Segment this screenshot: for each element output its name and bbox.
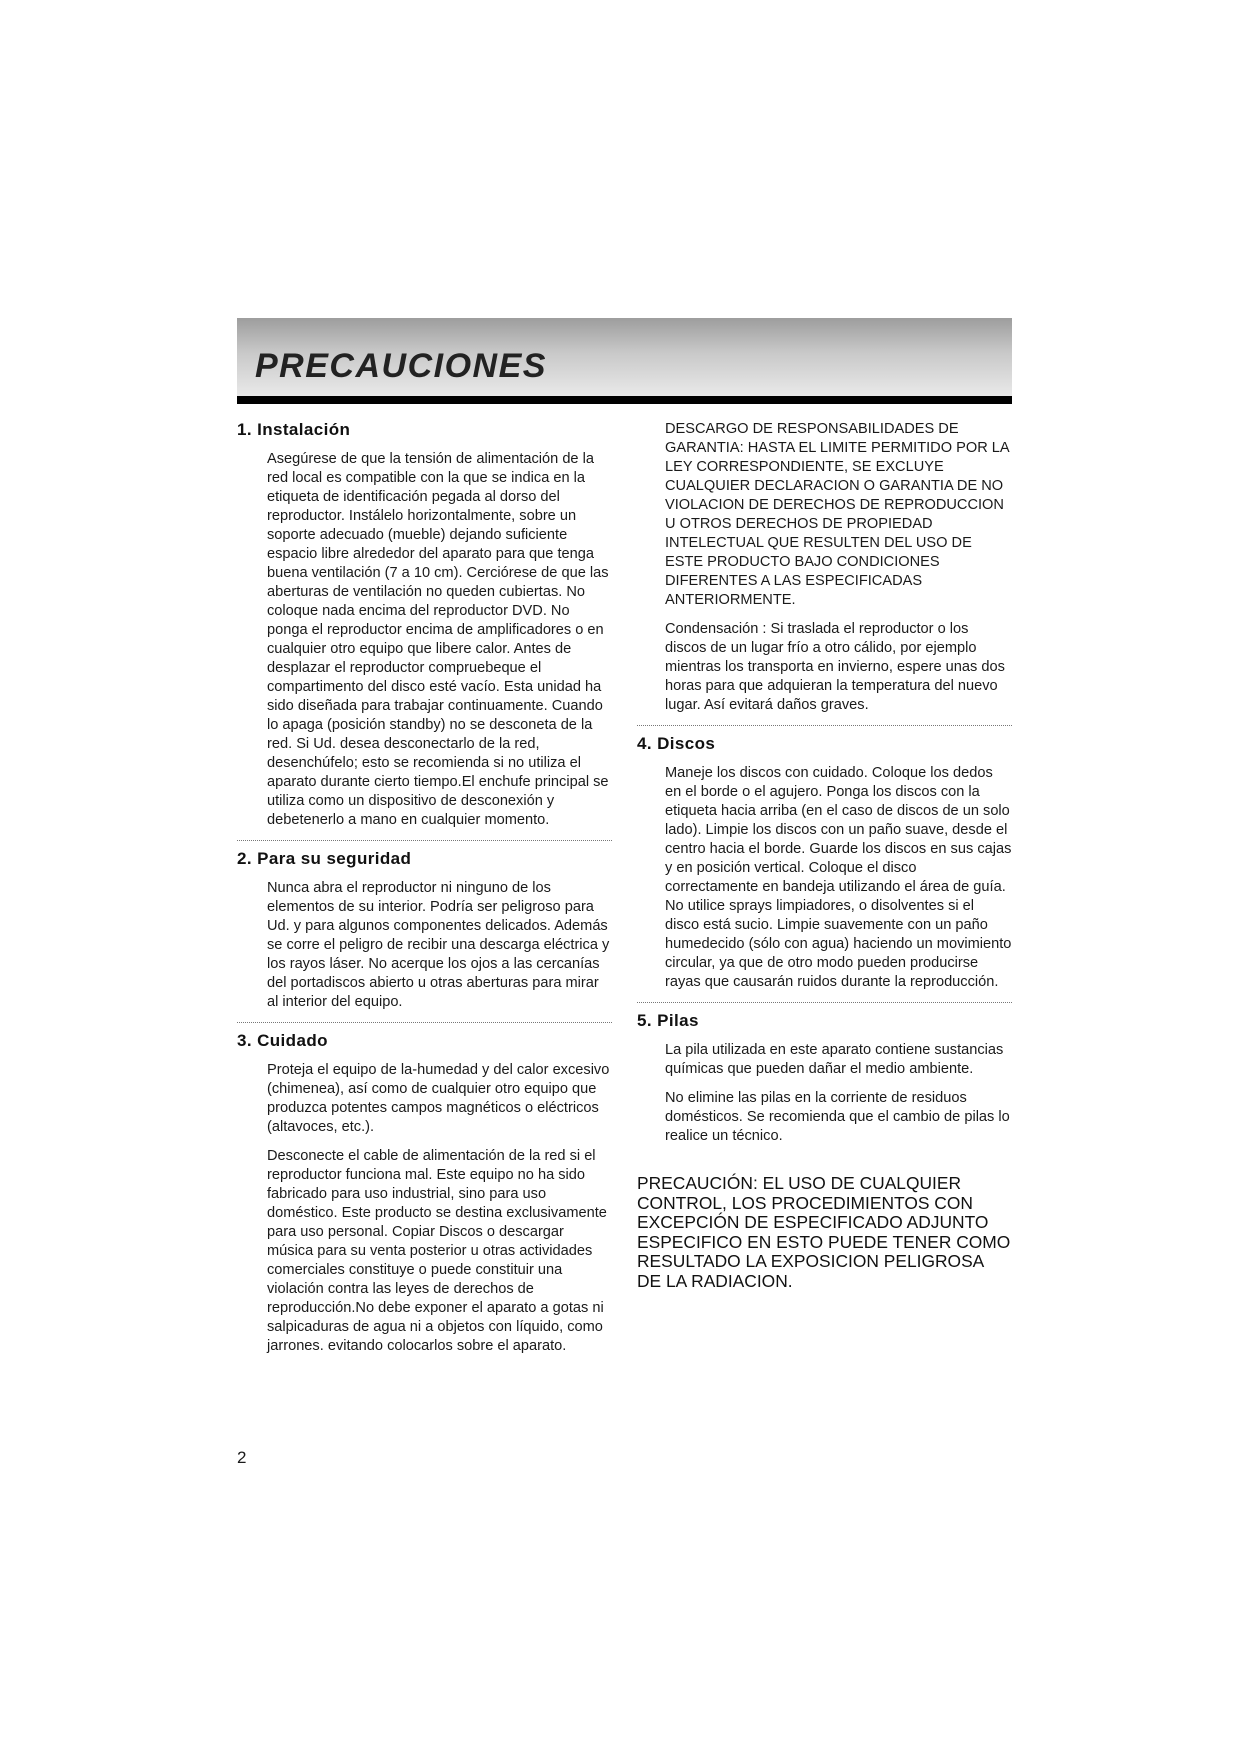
left-column (237, 420, 612, 1366)
section-descargo (637, 420, 1012, 715)
radiation-warning: PRECAUCIÓN: EL USO DE CUALQUIER CONTROL, LOS PROCEDIMIENTOS CON EXCEPCIÓN DE ESPECIFICADO ADJUNTO ESPECIFICO EN ESTO PUEDE TENER COMO RESULTADO LA EXPOSICION PELIGROSA DE LA RADIACION. (637, 1173, 1011, 1291)
condensacion-paragraph: Condensación : Si traslada el reproductor o los discos de un lugar frío a otro cálido, por ejemplo mientras los transporta en invierno, espere unas dos horas para que adquieran la temperatura del nuevo lugar. Así evitará daños graves. (665, 621, 1005, 713)
right-column (637, 420, 1012, 1291)
section-cuidado (237, 1031, 612, 1356)
divider (237, 840, 612, 841)
section-title-discos: 4. Discos (637, 734, 716, 753)
page-title: PRECAUCIONES (255, 347, 547, 385)
section-title-seguridad: 2. Para su seguridad (237, 849, 412, 868)
cuidado-paragraph-2: Desconecte el cable de alimentación de la red si el reproductor funciona mal. Este equipo no ha sido fabricado para uso industrial, sino para uso doméstico. Este producto se destina exclusivamente para uso personal. Copiar Discos o descargar música para su venta posterior u otras actividades comerciales constituye o puede constituir una violación contra las leyes de derechos de reproducción.No debe exponer el aparato a gotas ni salpicaduras de agua ni a objetos con líquido, como jarrones. evitando colocarlos sobre el aparato. (267, 1148, 607, 1354)
page-number: 2 (237, 1448, 247, 1467)
section-title-instalacion: 1. Instalación (237, 420, 351, 439)
section-discos (637, 734, 1012, 992)
section-seguridad (237, 849, 612, 1012)
cuidado-paragraph-1: Proteja el equipo de la-humedad y del calor excesivo (chimenea), así como de cualquier otro equipo que produzca potentes campos magnéticos o eléctricos (altavoces, etc.). (267, 1062, 610, 1135)
pilas-paragraph-2: No elimine las pilas en la corriente de residuos domésticos. Se recomienda que el cambio de pilas lo realice un técnico. (665, 1090, 1010, 1144)
pilas-paragraph-1: La pila utilizada en este aparato contiene sustancias químicas que pueden dañar el medio ambiente. (665, 1042, 1004, 1077)
divider (637, 1002, 1012, 1003)
discos-paragraph: Maneje los discos con cuidado. Coloque los dedos en el borde o el agujero. Ponga los discos con la etiqueta hacia arriba (en el caso de discos de un solo lado). Limpie los discos con un paño suave, desde el centro hacia el borde. Guarde los discos en sus cajas y en posición vertical. Coloque el disco correctamente en bandeja utilizando el área de guía. No utilice sprays limpiadores, o disolventes si el disco está sucio. Limpie suavemente con un paño humedecido (sólo con agua) haciendo un movimiento circular, ya que de otro modo pueden producirse rayas que causarán ruidos durante la reproducción. (665, 765, 1012, 990)
divider (637, 725, 1012, 726)
instalacion-paragraph: Asegúrese de que la tensión de alimentación de la red local es compatible con la que se indica en la etiqueta de identificación pegada al dorso del reproductor. Instálelo horizontalmente, sobre un soporte adecuado (mueble) dejando suficiente espacio libre alrededor del aparato para que tenga buena ventilación (7 a 10 cm). Cerciórese de que las aberturas de ventilación no queden cubiertas. No coloque nada encima del reproductor DVD. No ponga el reproductor encima de amplificadores o en cualquier otro equipo que libere calor. Antes de desplazar el reproductor compruebeque el compartimento del disco esté vacío. Esta unidad ha sido diseñada para trabajar continuamente. Cuando lo apaga (posición standby) no se desconeta de la red. Si Ud. desea desconectarlo de la red, desenchúfelo; esto se recomienda si no utiliza el aparato durante cierto tiempo.El enchufe principal se utiliza como un dispositivo de desconexión y debetenerlo a mano en cualquier momento. (267, 451, 609, 828)
section-title-cuidado: 3. Cuidado (237, 1031, 328, 1050)
section-title-pilas: 5. Pilas (637, 1011, 699, 1030)
divider (237, 1022, 612, 1023)
seguridad-paragraph: Nunca abra el reproductor ni ninguno de los elementos de su interior. Podría ser peligroso para Ud. y para algunos componentes delicados. Además se corre el peligro de recibir una descarga eléctrica y los rayos láser. No acerque los ojos a las cercanías del portadiscos abierto u otras aberturas para mirar al interior del equipo. (267, 880, 610, 1010)
descargo-paragraph: DESCARGO DE RESPONSABILIDADES DE GARANTIA: HASTA EL LIMITE PERMITIDO POR LA LEY CORRESPONDIENTE, SE EXCLUYE CUALQUIER DECLARACION O GARANTIA DE NO VIOLACION DE DERECHOS DE REPRODUCCION U OTROS DERECHOS DE PROPIEDAD INTELECTUAL QUE RESULTEN DEL USO DE ESTE PRODUCTO BAJO CONDICIONES DIFERENTES A LAS ESPECIFICADAS ANTERIORMENTE. (665, 421, 1009, 608)
section-pilas (637, 1011, 1012, 1146)
section-instalacion (237, 420, 612, 830)
header-rule (237, 396, 1012, 404)
